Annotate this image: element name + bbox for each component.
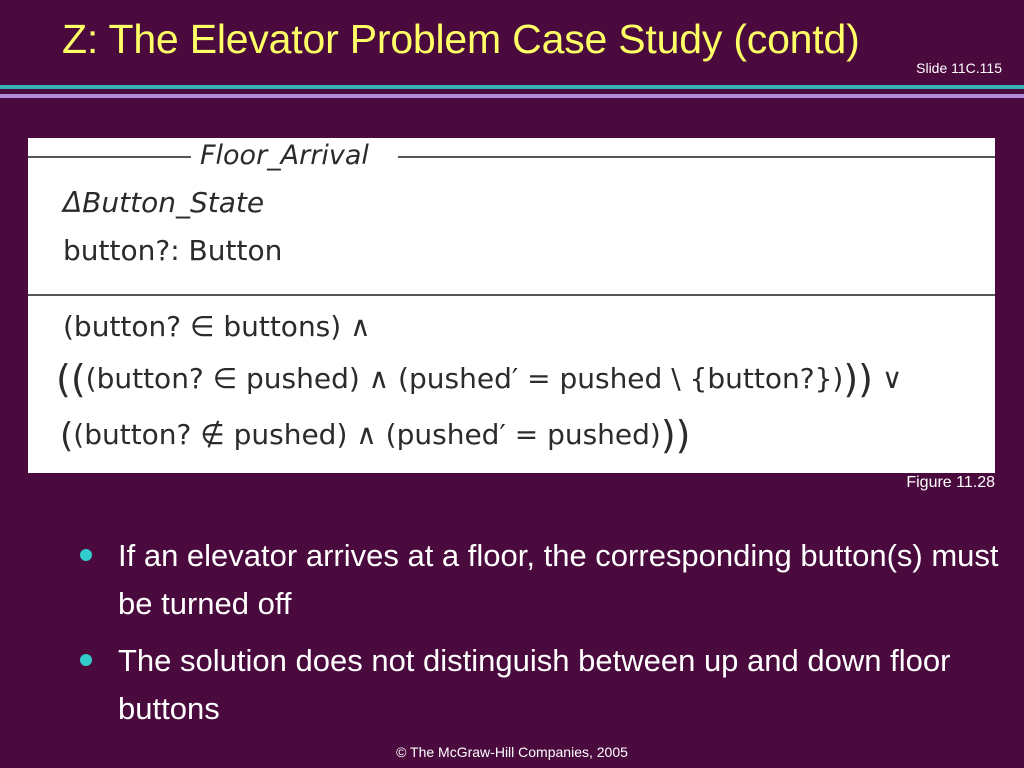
predicate-line-2-body: (button? ∈ pushed) ∧ (pushed′ = pushed \ {button?}) (85, 362, 844, 395)
bullet-item (80, 532, 1000, 628)
predicate-line-2-open: (( (56, 357, 86, 401)
predicate-line-3 (60, 413, 691, 457)
figure-caption: Figure 11.28 (906, 474, 995, 491)
header-divider-teal (0, 85, 1024, 89)
schema-declaration-button: button?: Button (63, 234, 283, 267)
predicate-line-1: (button? ∈ buttons) ∧ (63, 310, 371, 343)
predicate-line-2 (56, 357, 903, 401)
predicate-line-3-open: ( (60, 416, 74, 456)
predicate-line-3-close: )) (660, 413, 691, 457)
bullet-text: If an elevator arrives at a floor, the corresponding button(s) must be turned off (118, 538, 999, 621)
z-schema-figure (28, 138, 995, 473)
bullet-dot-icon (80, 654, 92, 666)
predicate-line-3-body: (button? ∉ pushed) ∧ (pushed′ = pushed) (73, 418, 661, 451)
predicate-line-2-or: ∨ (881, 362, 903, 395)
bullet-item (80, 637, 1000, 733)
slide-title: Z: The Elevator Problem Case Study (contd) (62, 16, 860, 62)
slide-number: Slide 11C.115 (916, 60, 1002, 76)
header-divider-purple (0, 94, 1024, 98)
schema-name: Floor_Arrival (200, 140, 369, 171)
copyright-footer: © The McGraw-Hill Companies, 2005 (396, 744, 628, 760)
schema-declaration-delta: ΔButton_State (63, 186, 265, 219)
schema-middle-line (28, 294, 995, 296)
bullet-dot-icon (80, 549, 92, 561)
predicate-line-2-close: )) (843, 357, 873, 401)
bullet-text: The solution does not distinguish between up and down floor buttons (118, 643, 951, 726)
bullet-list (80, 532, 1000, 742)
schema-top-line-left (28, 156, 191, 158)
schema-top-line-right (398, 156, 995, 158)
